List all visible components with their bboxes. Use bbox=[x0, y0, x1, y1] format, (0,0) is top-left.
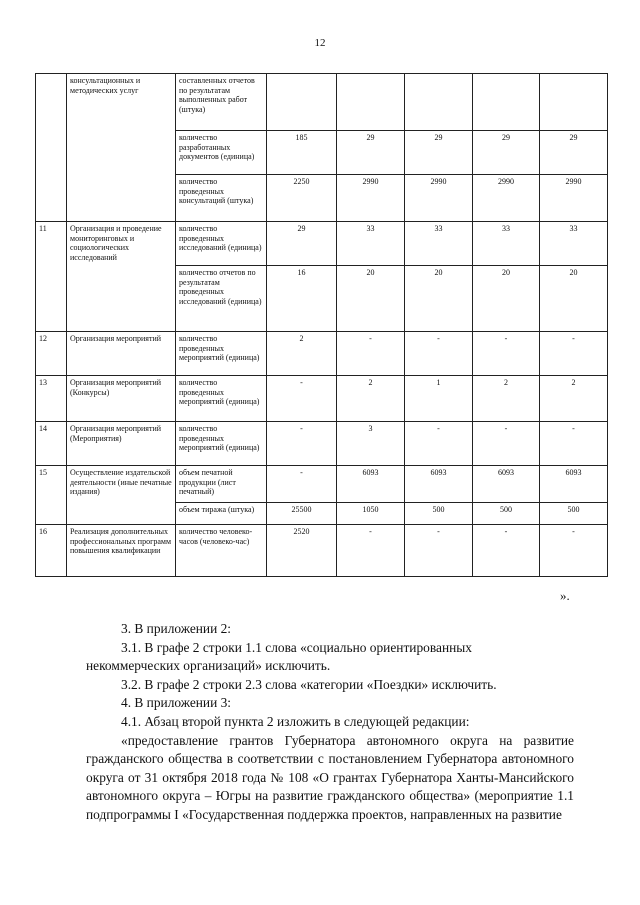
indicator-value: 29 bbox=[540, 131, 608, 175]
indicator-value: 33 bbox=[473, 222, 540, 266]
indicator-value bbox=[540, 74, 608, 131]
indicator-value: 500 bbox=[405, 503, 473, 525]
service-name: Реализация дополнительных профессиональных программ повышения квалификации bbox=[67, 525, 176, 577]
indicator-name: количество разработанных документов (единица) bbox=[176, 131, 267, 175]
indicator-value: 6093 bbox=[473, 466, 540, 503]
indicator-value: 2 bbox=[337, 376, 405, 422]
indicator-name: объем печатной продукции (лист печатный) bbox=[176, 466, 267, 503]
indicator-value: 6093 bbox=[337, 466, 405, 503]
service-name: Осуществление издательской деятельности (иные печатные издания) bbox=[67, 466, 176, 525]
table-row bbox=[36, 422, 608, 466]
indicator-name: количество проведенных мероприятий (единица) bbox=[176, 332, 267, 376]
indicator-value: - bbox=[473, 525, 540, 577]
indicator-value: 500 bbox=[540, 503, 608, 525]
indicator-name: количество человеко-часов (человеко-час) bbox=[176, 525, 267, 577]
indicator-value: 2990 bbox=[337, 175, 405, 222]
paragraph: 3.1. В графе 2 строки 1.1 слова «социально ориентированных bbox=[121, 639, 472, 655]
indicator-value: 29 bbox=[337, 131, 405, 175]
indicator-value: - bbox=[337, 332, 405, 376]
indicator-name: объем тиража (штука) bbox=[176, 503, 267, 525]
paragraph: 3.2. В графе 2 строки 2.3 слова «категории «Поездки» исключить. bbox=[121, 676, 497, 692]
row-number: 16 bbox=[36, 525, 67, 577]
indicator-value: 29 bbox=[267, 222, 337, 266]
table-row bbox=[36, 466, 608, 503]
row-number: 12 bbox=[36, 332, 67, 376]
indicator-name: количество проведенных консультаций (штука) bbox=[176, 175, 267, 222]
indicator-value: - bbox=[405, 332, 473, 376]
indicator-name: составленных отчетов по результатам выполненных работ (штука) bbox=[176, 74, 267, 131]
page-number: 12 bbox=[314, 37, 326, 49]
indicator-value bbox=[405, 74, 473, 131]
indicator-value: 2250 bbox=[267, 175, 337, 222]
indicator-value: - bbox=[540, 525, 608, 577]
row-number: 11 bbox=[36, 222, 67, 332]
row-number: 13 bbox=[36, 376, 67, 422]
indicator-value: 33 bbox=[337, 222, 405, 266]
row-number bbox=[36, 74, 67, 222]
indicator-value bbox=[337, 74, 405, 131]
indicator-value: - bbox=[473, 422, 540, 466]
indicator-value: - bbox=[540, 332, 608, 376]
indicator-value: 185 bbox=[267, 131, 337, 175]
indicator-name: количество проведенных мероприятий (единица) bbox=[176, 376, 267, 422]
indicator-value: 1050 bbox=[337, 503, 405, 525]
indicator-value: 3 bbox=[337, 422, 405, 466]
indicator-value: 2520 bbox=[267, 525, 337, 577]
row-number: 15 bbox=[36, 466, 67, 525]
indicator-name: количество проведенных исследований (единица) bbox=[176, 222, 267, 266]
indicator-value: 20 bbox=[473, 266, 540, 332]
indicator-value: - bbox=[405, 525, 473, 577]
paragraph: 4.1. Абзац второй пункта 2 изложить в следующей редакции: bbox=[121, 713, 470, 729]
indicator-value: 2 bbox=[473, 376, 540, 422]
indicator-value bbox=[473, 74, 540, 131]
indicator-value: 20 bbox=[337, 266, 405, 332]
indicator-value: - bbox=[337, 525, 405, 577]
service-name: Организация и проведение мониторинговых и социологических исследований bbox=[67, 222, 176, 332]
indicator-value: 2 bbox=[540, 376, 608, 422]
indicator-name: количество отчетов по результатам проведенных исследований (единица) bbox=[176, 266, 267, 332]
table-row bbox=[36, 222, 608, 266]
indicator-value: 2990 bbox=[540, 175, 608, 222]
paragraph: «предоставление грантов Губернатора автономного округа на развитие гражданского общества в соответствии с постановлением Губернатора автономного округа от 31 октября 2018 года № 108 «О грантах Губернатора Ханты-Мансийского автономного округа – Югры на развитие гражданского общества» (мероприятие 1.1 подпрограммы I «Государственная поддержка проектов, направленных на развитие bbox=[86, 732, 574, 822]
indicator-value: 20 bbox=[405, 266, 473, 332]
indicator-value bbox=[267, 74, 337, 131]
table-row bbox=[36, 525, 608, 577]
indicator-value: - bbox=[540, 422, 608, 466]
indicator-value: 6093 bbox=[405, 466, 473, 503]
table-row bbox=[36, 332, 608, 376]
indicator-value: 2990 bbox=[405, 175, 473, 222]
services-table bbox=[35, 73, 608, 577]
paragraph: 3. В приложении 2: bbox=[121, 621, 232, 636]
service-name: консультационных и методических услуг bbox=[67, 74, 176, 222]
indicator-value: 29 bbox=[405, 131, 473, 175]
table-row bbox=[36, 74, 608, 131]
row-number: 14 bbox=[36, 422, 67, 466]
table-closing-quote: ». bbox=[560, 588, 570, 603]
indicator-value: 25500 bbox=[267, 503, 337, 525]
indicator-value: 500 bbox=[473, 503, 540, 525]
indicator-value: - bbox=[473, 332, 540, 376]
indicator-value: 29 bbox=[473, 131, 540, 175]
indicator-value: 6093 bbox=[540, 466, 608, 503]
indicator-value: 16 bbox=[267, 266, 337, 332]
indicator-value: - bbox=[405, 422, 473, 466]
paragraph: некоммерческих организаций» исключить. bbox=[86, 658, 331, 674]
indicator-value: 33 bbox=[405, 222, 473, 266]
service-name: Организация мероприятий bbox=[67, 332, 176, 376]
indicator-value: 1 bbox=[405, 376, 473, 422]
table-row bbox=[36, 376, 608, 422]
indicator-value: - bbox=[267, 466, 337, 503]
service-name: Организация мероприятий (Конкурсы) bbox=[67, 376, 176, 422]
indicator-name: количество проведенных мероприятий (единица) bbox=[176, 422, 267, 466]
indicator-value: - bbox=[267, 376, 337, 422]
indicator-value: 20 bbox=[540, 266, 608, 332]
service-name: Организация мероприятий (Мероприятия) bbox=[67, 422, 176, 466]
indicator-value: 2 bbox=[267, 332, 337, 376]
indicator-value: 33 bbox=[540, 222, 608, 266]
indicator-value: 2990 bbox=[473, 175, 540, 222]
table-body bbox=[36, 74, 608, 577]
paragraph: 4. В приложении 3: bbox=[121, 695, 232, 711]
indicator-value: - bbox=[267, 422, 337, 466]
amendment-text bbox=[86, 620, 574, 825]
